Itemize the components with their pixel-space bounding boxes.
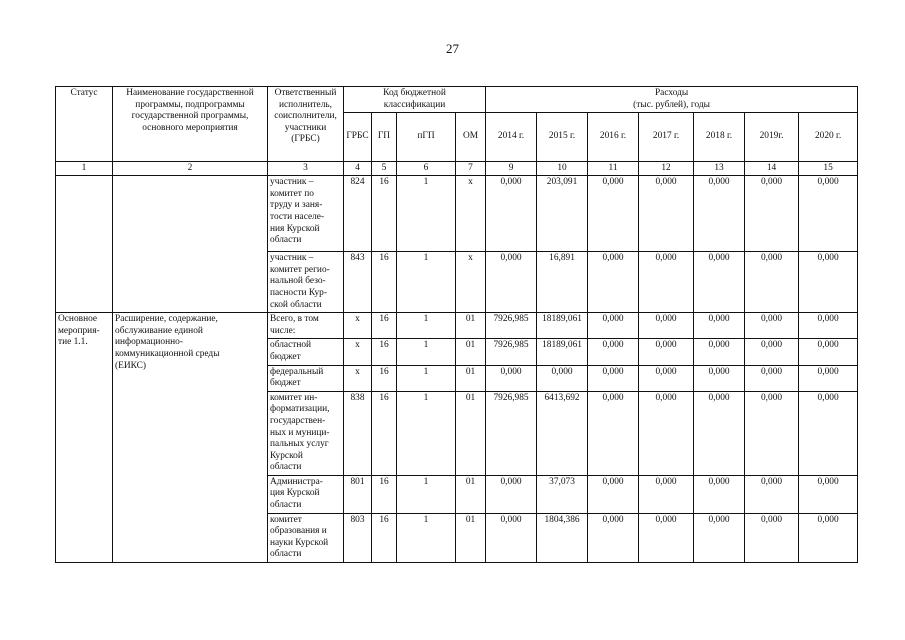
- expense-value-cell: 0,000: [639, 339, 694, 365]
- header-year: 2018 г.: [694, 113, 745, 162]
- expense-value-cell: 0,000: [799, 176, 858, 252]
- column-index: 12: [639, 162, 694, 176]
- pgp-cell: 1: [397, 176, 456, 252]
- table-row: [56, 176, 858, 252]
- expense-value-cell: 0,000: [588, 513, 639, 562]
- grbs-cell: х: [344, 313, 372, 339]
- grbs-cell: 803: [344, 513, 372, 562]
- expense-value-cell: 0,000: [588, 252, 639, 313]
- expense-value-cell: 0,000: [694, 339, 745, 365]
- expense-value-cell: 0,000: [745, 365, 799, 391]
- pgp-cell: 1: [397, 475, 456, 513]
- grbs-cell: х: [344, 339, 372, 365]
- expense-value-cell: 0,000: [694, 391, 745, 475]
- expense-value-cell: 0,000: [694, 176, 745, 252]
- column-index-row: [56, 162, 858, 176]
- page-number: 27: [446, 41, 459, 56]
- expense-value-cell: 0,000: [694, 475, 745, 513]
- header-om: ОМ: [456, 113, 486, 162]
- pgp-cell: 1: [397, 513, 456, 562]
- column-index: 13: [694, 162, 745, 176]
- om-cell: х: [456, 252, 486, 313]
- expense-value-cell: 0,000: [799, 391, 858, 475]
- expense-value-cell: 0,000: [694, 313, 745, 339]
- expense-value-cell: 0,000: [694, 365, 745, 391]
- executor-cell: Администра- ция Курской области: [268, 475, 344, 513]
- expense-value-cell: 0,000: [486, 252, 537, 313]
- expense-value-cell: 0,000: [486, 513, 537, 562]
- pgp-cell: 1: [397, 391, 456, 475]
- expense-value-cell: 0,000: [537, 365, 588, 391]
- expense-value-cell: 0,000: [799, 475, 858, 513]
- column-index: 9: [486, 162, 537, 176]
- expense-value-cell: 0,000: [799, 339, 858, 365]
- expense-value-cell: 0,000: [486, 365, 537, 391]
- header-pgp: пГП: [397, 113, 456, 162]
- header-year: 2017 г.: [639, 113, 694, 162]
- column-index: 3: [268, 162, 344, 176]
- column-index: 11: [588, 162, 639, 176]
- om-cell: 01: [456, 313, 486, 339]
- header-year: 2019г.: [745, 113, 799, 162]
- column-index: 5: [372, 162, 397, 176]
- expense-value-cell: 1804,386: [537, 513, 588, 562]
- expense-value-cell: 0,000: [588, 339, 639, 365]
- grbs-cell: 801: [344, 475, 372, 513]
- pgp-cell: 1: [397, 339, 456, 365]
- om-cell: х: [456, 176, 486, 252]
- expense-value-cell: 18189,061: [537, 313, 588, 339]
- expense-value-cell: 37,073: [537, 475, 588, 513]
- expense-value-cell: 0,000: [799, 252, 858, 313]
- header-status: Статус: [56, 87, 113, 162]
- grbs-cell: 838: [344, 391, 372, 475]
- executor-cell: участник – комитет по труду и заня- тости населе- ния Курской области: [268, 176, 344, 252]
- expense-value-cell: 203,091: [537, 176, 588, 252]
- om-cell: 01: [456, 513, 486, 562]
- gp-cell: 16: [372, 475, 397, 513]
- column-index: 6: [397, 162, 456, 176]
- expense-value-cell: 0,000: [639, 252, 694, 313]
- expense-value-cell: 0,000: [799, 313, 858, 339]
- expense-value-cell: 0,000: [486, 475, 537, 513]
- program-name-cell: Расширение, содержание, обслуживание единой информационно- коммуникационной среды (ЕИКС): [113, 313, 268, 563]
- expense-value-cell: 7926,985: [486, 313, 537, 339]
- expense-value-cell: 18189,061: [537, 339, 588, 365]
- expense-value-cell: 0,000: [588, 365, 639, 391]
- column-index: 4: [344, 162, 372, 176]
- pgp-cell: 1: [397, 252, 456, 313]
- expense-value-cell: 0,000: [588, 391, 639, 475]
- expense-value-cell: 16,891: [537, 252, 588, 313]
- expense-value-cell: 0,000: [745, 339, 799, 365]
- expense-value-cell: 0,000: [745, 475, 799, 513]
- expense-value-cell: 0,000: [694, 252, 745, 313]
- om-cell: 01: [456, 391, 486, 475]
- expense-value-cell: 0,000: [639, 365, 694, 391]
- grbs-cell: 824: [344, 176, 372, 252]
- expense-value-cell: 0,000: [799, 513, 858, 562]
- pgp-cell: 1: [397, 313, 456, 339]
- gp-cell: 16: [372, 365, 397, 391]
- expense-value-cell: 0,000: [639, 313, 694, 339]
- header-executor: Ответственный исполнитель, соисполнители, участники (ГРБС): [268, 87, 344, 162]
- header-year: 2016 г.: [588, 113, 639, 162]
- header-year: 2015 г.: [537, 113, 588, 162]
- executor-cell: участник – комитет регио- нальной безо- пасности Кур- ской области: [268, 252, 344, 313]
- expense-value-cell: 6413,692: [537, 391, 588, 475]
- expense-value-cell: 7926,985: [486, 339, 537, 365]
- header-expenses: Расходы (тыс. рублей), годы: [486, 87, 858, 113]
- header-name: Наименование государственной программы, подпрограммы государственной программы, основного мероприятия: [113, 87, 268, 162]
- executor-cell: Всего, в том числе:: [268, 313, 344, 339]
- grbs-cell: 843: [344, 252, 372, 313]
- status-cell: Основное мероприя- тие 1.1.: [56, 313, 113, 563]
- expense-value-cell: 0,000: [639, 176, 694, 252]
- column-index: 14: [745, 162, 799, 176]
- om-cell: 01: [456, 339, 486, 365]
- table-header: [56, 87, 858, 176]
- column-index: 15: [799, 162, 858, 176]
- executor-cell: комитет образования и науки Курской области: [268, 513, 344, 562]
- expense-value-cell: 0,000: [745, 391, 799, 475]
- expense-value-cell: 0,000: [588, 176, 639, 252]
- om-cell: 01: [456, 365, 486, 391]
- expense-value-cell: 0,000: [588, 475, 639, 513]
- expense-value-cell: 0,000: [588, 313, 639, 339]
- program-name-cell: [113, 176, 268, 313]
- gp-cell: 16: [372, 176, 397, 252]
- executor-cell: областной бюджет: [268, 339, 344, 365]
- table-body: [56, 176, 858, 563]
- expense-value-cell: 0,000: [639, 475, 694, 513]
- budget-table: [55, 86, 858, 563]
- expense-value-cell: 0,000: [799, 365, 858, 391]
- header-grbs: ГРБС: [344, 113, 372, 162]
- expense-value-cell: 0,000: [694, 513, 745, 562]
- expense-value-cell: 0,000: [745, 513, 799, 562]
- expense-value-cell: 0,000: [639, 391, 694, 475]
- column-index: 7: [456, 162, 486, 176]
- om-cell: 01: [456, 475, 486, 513]
- column-index: 2: [113, 162, 268, 176]
- expense-value-cell: 0,000: [745, 252, 799, 313]
- header-year: 2014 г.: [486, 113, 537, 162]
- expense-value-cell: 0,000: [486, 176, 537, 252]
- expense-value-cell: 0,000: [745, 313, 799, 339]
- grbs-cell: х: [344, 365, 372, 391]
- header-gp: ГП: [372, 113, 397, 162]
- executor-cell: комитет ин- форматизации, государствен- ных и муници- пальных услуг Курской области: [268, 391, 344, 475]
- expense-value-cell: 0,000: [639, 513, 694, 562]
- gp-cell: 16: [372, 391, 397, 475]
- status-cell: [56, 176, 113, 313]
- gp-cell: 16: [372, 252, 397, 313]
- pgp-cell: 1: [397, 365, 456, 391]
- expense-value-cell: 7926,985: [486, 391, 537, 475]
- gp-cell: 16: [372, 513, 397, 562]
- gp-cell: 16: [372, 313, 397, 339]
- column-index: 1: [56, 162, 113, 176]
- table-row: [56, 313, 858, 339]
- executor-cell: федеральный бюджет: [268, 365, 344, 391]
- expense-value-cell: 0,000: [745, 176, 799, 252]
- column-index: 10: [537, 162, 588, 176]
- header-budget-code: Код бюджетной классификации: [344, 87, 486, 113]
- gp-cell: 16: [372, 339, 397, 365]
- header-year: 2020 г.: [799, 113, 858, 162]
